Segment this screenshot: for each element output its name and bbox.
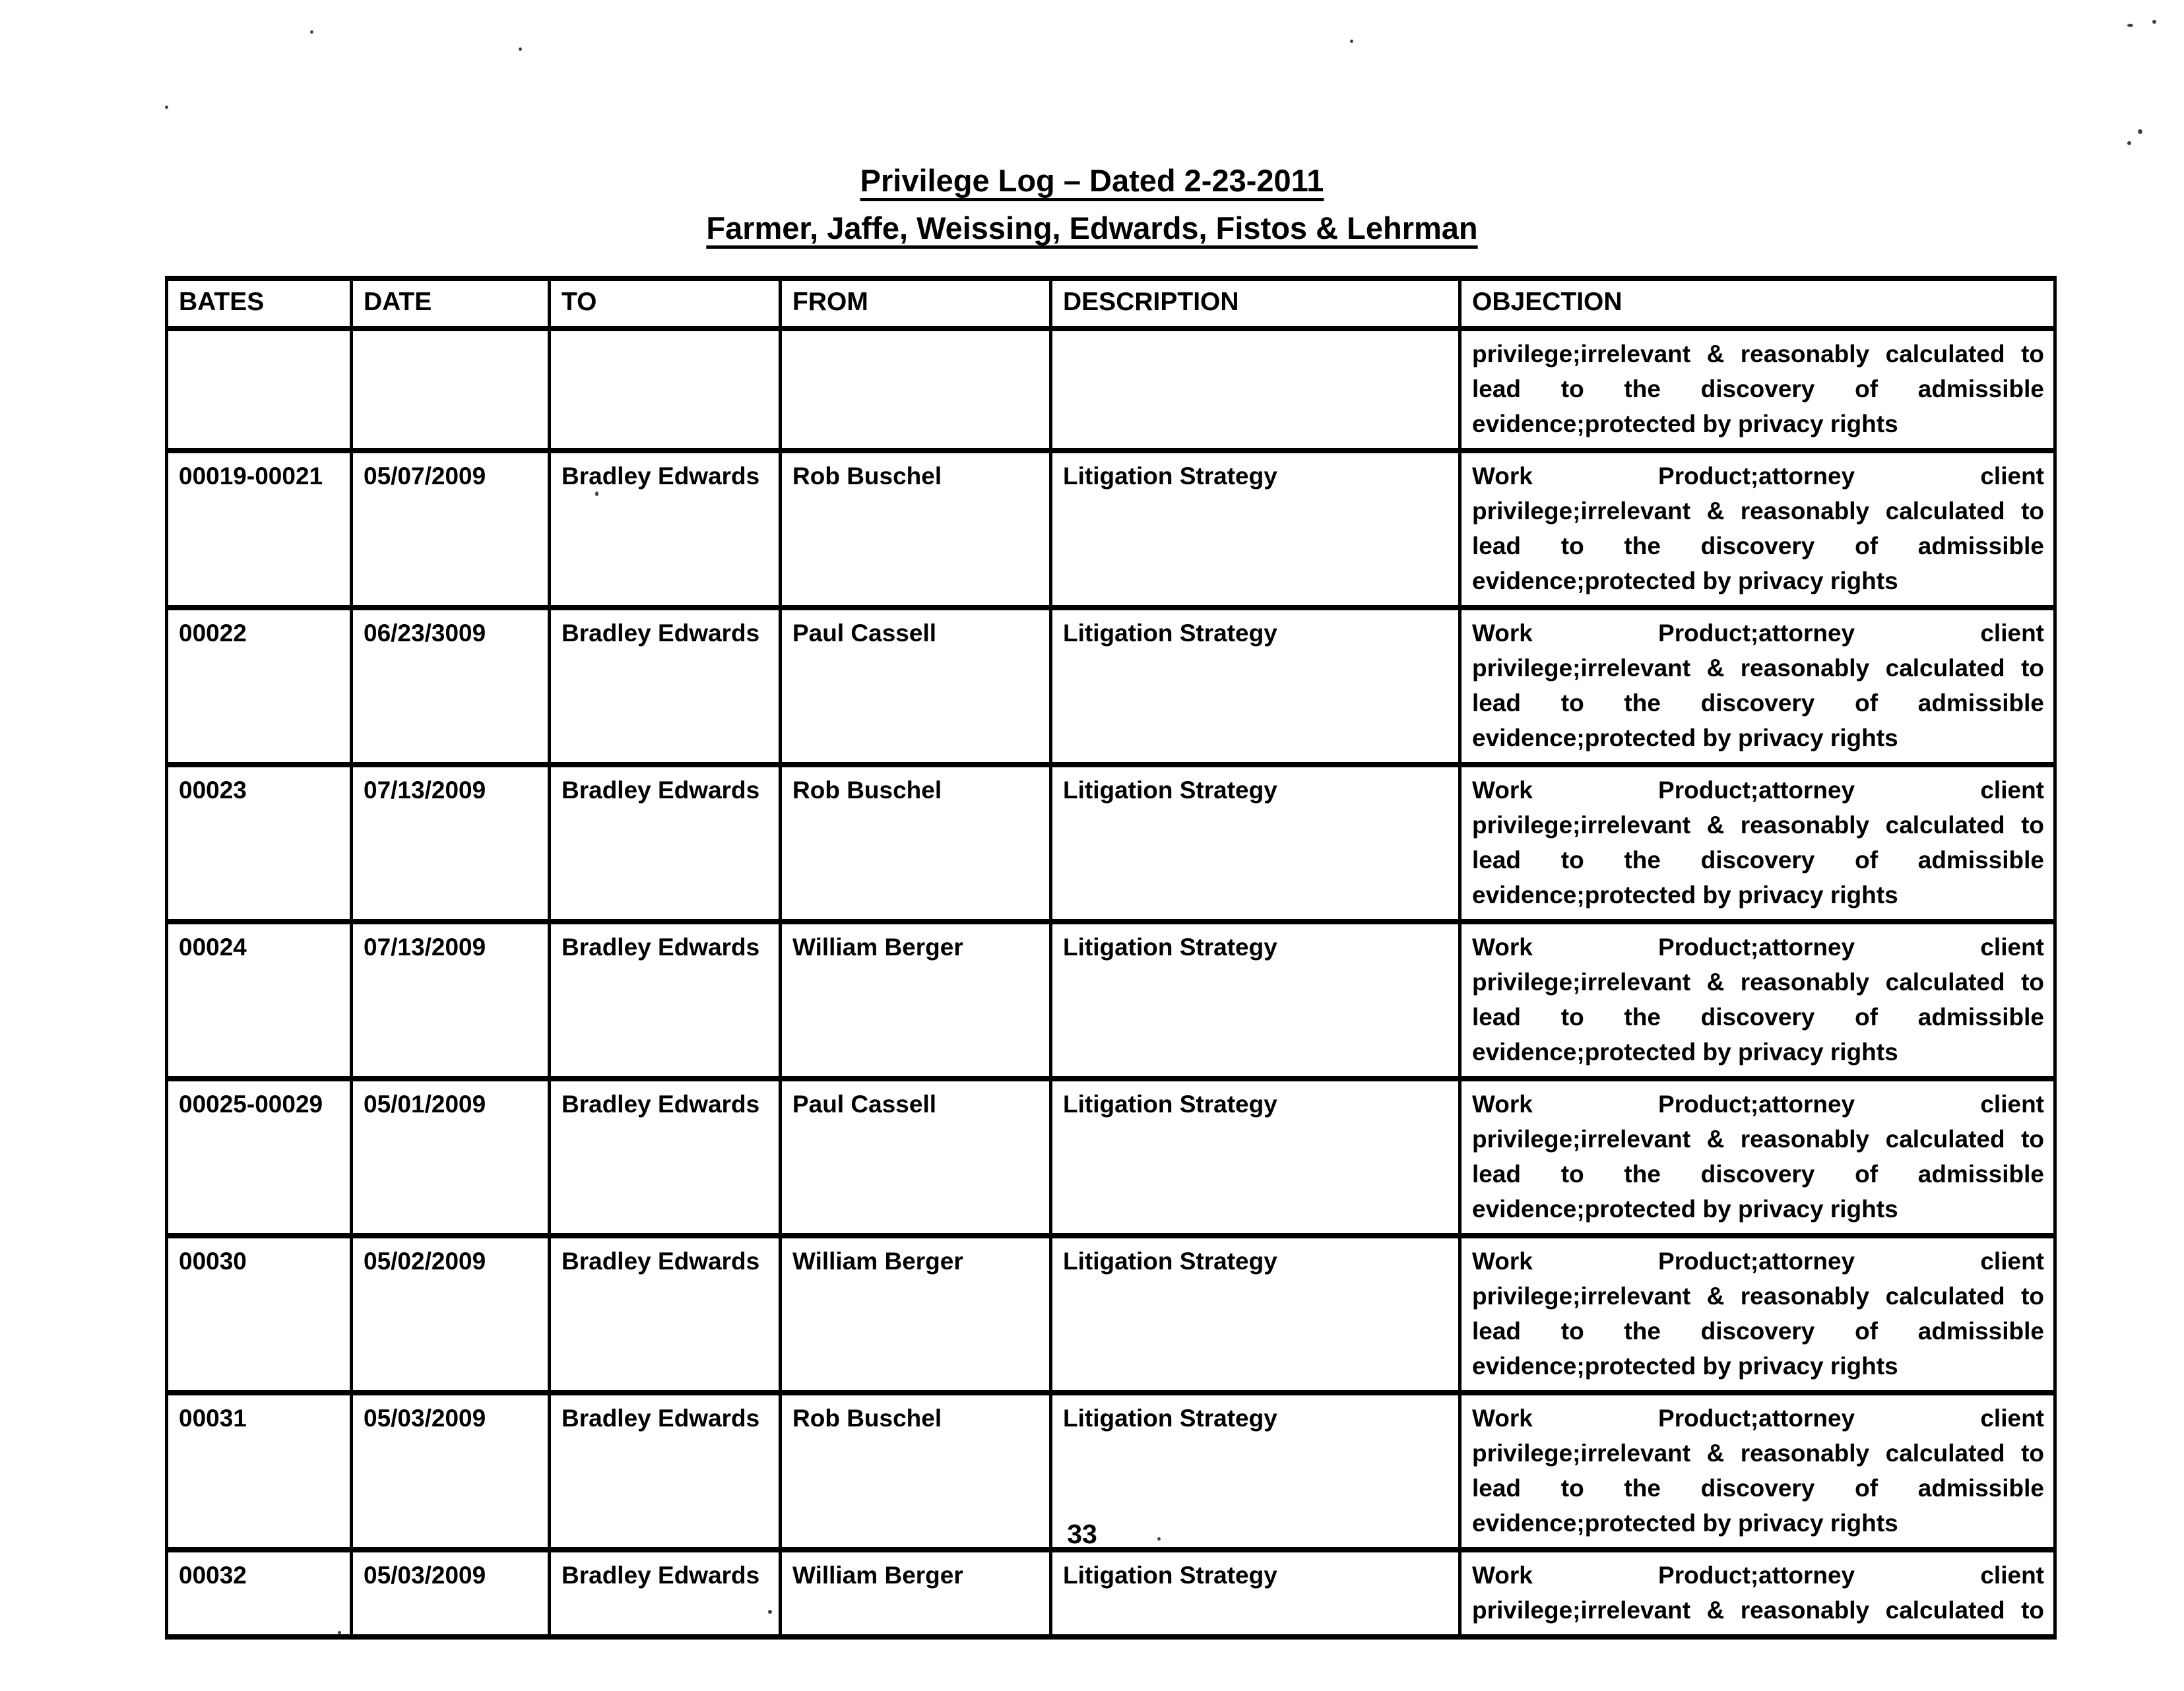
column-header-date: DATE <box>352 278 550 329</box>
table-row <box>167 608 2055 765</box>
cell-objection <box>1460 451 2055 608</box>
cell-bates: 00019-00021 <box>167 451 352 608</box>
objection-line: Work Product;attorney client <box>1472 463 2044 490</box>
cell-description: Litigation Strategy <box>1051 1079 1460 1236</box>
cell-date <box>352 329 550 451</box>
scan-speck <box>1157 1537 1161 1541</box>
objection-line: privilege;irrelevant & reasonably calculated to <box>1472 340 2044 367</box>
cell-description: Litigation Strategy <box>1051 1236 1460 1393</box>
cell-description: Litigation Strategy <box>1051 451 1460 608</box>
scan-speck <box>2127 141 2131 145</box>
cell-from: Paul Cassell <box>781 1079 1051 1236</box>
cell-from: Paul Cassell <box>781 608 1051 765</box>
objection-line: lead to the discovery of admissible <box>1472 375 2044 402</box>
cell-from: William Berger <box>781 1550 1051 1637</box>
cell-description: Litigation Strategy <box>1051 765 1460 922</box>
table-row <box>167 1079 2055 1236</box>
objection-line: evidence;protected by privacy rights <box>1472 410 1898 437</box>
objection-line: Work Product;attorney client <box>1472 620 2044 647</box>
table-row <box>167 1550 2055 1637</box>
column-header-description: DESCRIPTION <box>1051 278 1460 329</box>
cell-objection <box>1460 765 2055 922</box>
column-header-objection: OBJECTION <box>1460 278 2055 329</box>
cell-date: 06/23/3009 <box>352 608 550 765</box>
cell-to: Bradley Edwards <box>550 922 781 1079</box>
objection-line: lead to the discovery of admissible <box>1472 1004 2044 1031</box>
cell-objection <box>1460 1236 2055 1393</box>
objection-line: lead to the discovery of admissible <box>1472 689 2044 717</box>
cell-from: Rob Buschel <box>781 451 1051 608</box>
cell-to: Bradley Edwards <box>550 451 781 608</box>
document-title: Privilege Log – Dated 2-23-2011 <box>860 163 1324 198</box>
cell-objection <box>1460 1550 2055 1637</box>
privilege-log-table <box>165 276 2057 1640</box>
scan-speck <box>768 1610 772 1614</box>
cell-bates: 00025-00029 <box>167 1079 352 1236</box>
objection-line: lead to the discovery of admissible <box>1472 846 2044 874</box>
cell-objection <box>1460 329 2055 451</box>
cell-bates: 00032 <box>167 1550 352 1637</box>
cell-date: 05/07/2009 <box>352 451 550 608</box>
cell-description <box>1051 329 1460 451</box>
table-row <box>167 922 2055 1079</box>
scan-speck <box>1350 40 1353 43</box>
cell-to: Bradley Edwards <box>550 1079 781 1236</box>
objection-line: privilege;irrelevant & reasonably calculated to <box>1472 812 2044 839</box>
objection-line: Work Product;attorney client <box>1472 1248 2044 1275</box>
objection-line: privilege;irrelevant & reasonably calculated to <box>1472 1597 2044 1624</box>
cell-description: Litigation Strategy <box>1051 608 1460 765</box>
cell-bates <box>167 329 352 451</box>
scan-speck <box>519 48 522 51</box>
cell-date: 05/03/2009 <box>352 1550 550 1637</box>
document-title-block <box>0 162 2184 246</box>
cell-date: 05/03/2009 <box>352 1393 550 1550</box>
document-subtitle: Farmer, Jaffe, Weissing, Edwards, Fistos & Lehrman <box>706 210 1478 245</box>
objection-line: privilege;irrelevant & reasonably calculated to <box>1472 497 2044 525</box>
column-header-to: TO <box>550 278 781 329</box>
objection-line: privilege;irrelevant & reasonably calculated to <box>1472 1440 2044 1467</box>
cell-bates: 00024 <box>167 922 352 1079</box>
table-row <box>167 451 2055 608</box>
objection-line: lead to the discovery of admissible <box>1472 1475 2044 1502</box>
cell-date: 05/01/2009 <box>352 1079 550 1236</box>
cell-bates: 00023 <box>167 765 352 922</box>
objection-line: privilege;irrelevant & reasonably calculated to <box>1472 1283 2044 1310</box>
cell-from <box>781 329 1051 451</box>
page-number: 33 <box>1067 1519 1097 1549</box>
objection-line: Work Product;attorney client <box>1472 1405 2044 1432</box>
scan-speck <box>338 1631 341 1634</box>
objection-line: evidence;protected by privacy rights <box>1472 567 1898 594</box>
objection-line: evidence;protected by privacy rights <box>1472 1038 1898 1066</box>
table-row <box>167 1236 2055 1393</box>
cell-to <box>550 329 781 451</box>
cell-bates: 00031 <box>167 1393 352 1550</box>
objection-line: Work Product;attorney client <box>1472 934 2044 961</box>
objection-line: lead to the discovery of admissible <box>1472 532 2044 559</box>
objection-line: privilege;irrelevant & reasonably calculated to <box>1472 969 2044 996</box>
cell-to: Bradley Edwards <box>550 608 781 765</box>
cell-objection <box>1460 608 2055 765</box>
objection-line: privilege;irrelevant & reasonably calculated to <box>1472 654 2044 682</box>
cell-description: Litigation Strategy <box>1051 1393 1460 1550</box>
cell-from: William Berger <box>781 922 1051 1079</box>
cell-date: 07/13/2009 <box>352 922 550 1079</box>
scan-speck <box>2138 129 2142 134</box>
cell-to: Bradley Edwards <box>550 1393 781 1550</box>
cell-objection <box>1460 1079 2055 1236</box>
cell-bates: 00030 <box>167 1236 352 1393</box>
objection-line: evidence;protected by privacy rights <box>1472 1353 1898 1380</box>
cell-to: Bradley Edwards <box>550 1236 781 1393</box>
objection-line: lead to the discovery of admissible <box>1472 1161 2044 1188</box>
cell-from: Rob Buschel <box>781 765 1051 922</box>
scan-speck <box>595 492 598 496</box>
cell-bates: 00022 <box>167 608 352 765</box>
scan-speck <box>310 30 313 34</box>
cell-description: Litigation Strategy <box>1051 1550 1460 1637</box>
objection-line: Work Product;attorney client <box>1472 1562 2044 1589</box>
cell-date: 07/13/2009 <box>352 765 550 922</box>
objection-line: lead to the discovery of admissible <box>1472 1318 2044 1345</box>
objection-line: privilege;irrelevant & reasonably calculated to <box>1472 1126 2044 1153</box>
cell-from: Rob Buschel <box>781 1393 1051 1550</box>
objection-line: Work Product;attorney client <box>1472 777 2044 804</box>
table-row <box>167 765 2055 922</box>
cell-description: Litigation Strategy <box>1051 922 1460 1079</box>
objection-line: evidence;protected by privacy rights <box>1472 881 1898 909</box>
table-header-row <box>167 278 2055 329</box>
cell-to: Bradley Edwards <box>550 1550 781 1637</box>
cell-from: William Berger <box>781 1236 1051 1393</box>
column-header-bates: BATES <box>167 278 352 329</box>
scan-speck <box>2152 20 2156 24</box>
table-row <box>167 329 2055 451</box>
objection-line: evidence;protected by privacy rights <box>1472 724 1898 751</box>
objection-line: Work Product;attorney client <box>1472 1091 2044 1118</box>
cell-date: 05/02/2009 <box>352 1236 550 1393</box>
column-header-from: FROM <box>781 278 1051 329</box>
scan-speck <box>165 106 168 109</box>
cell-to: Bradley Edwards <box>550 765 781 922</box>
cell-objection <box>1460 922 2055 1079</box>
objection-line: evidence;protected by privacy rights <box>1472 1510 1898 1537</box>
scan-speck <box>2127 24 2133 27</box>
objection-line: evidence;protected by privacy rights <box>1472 1196 1898 1223</box>
